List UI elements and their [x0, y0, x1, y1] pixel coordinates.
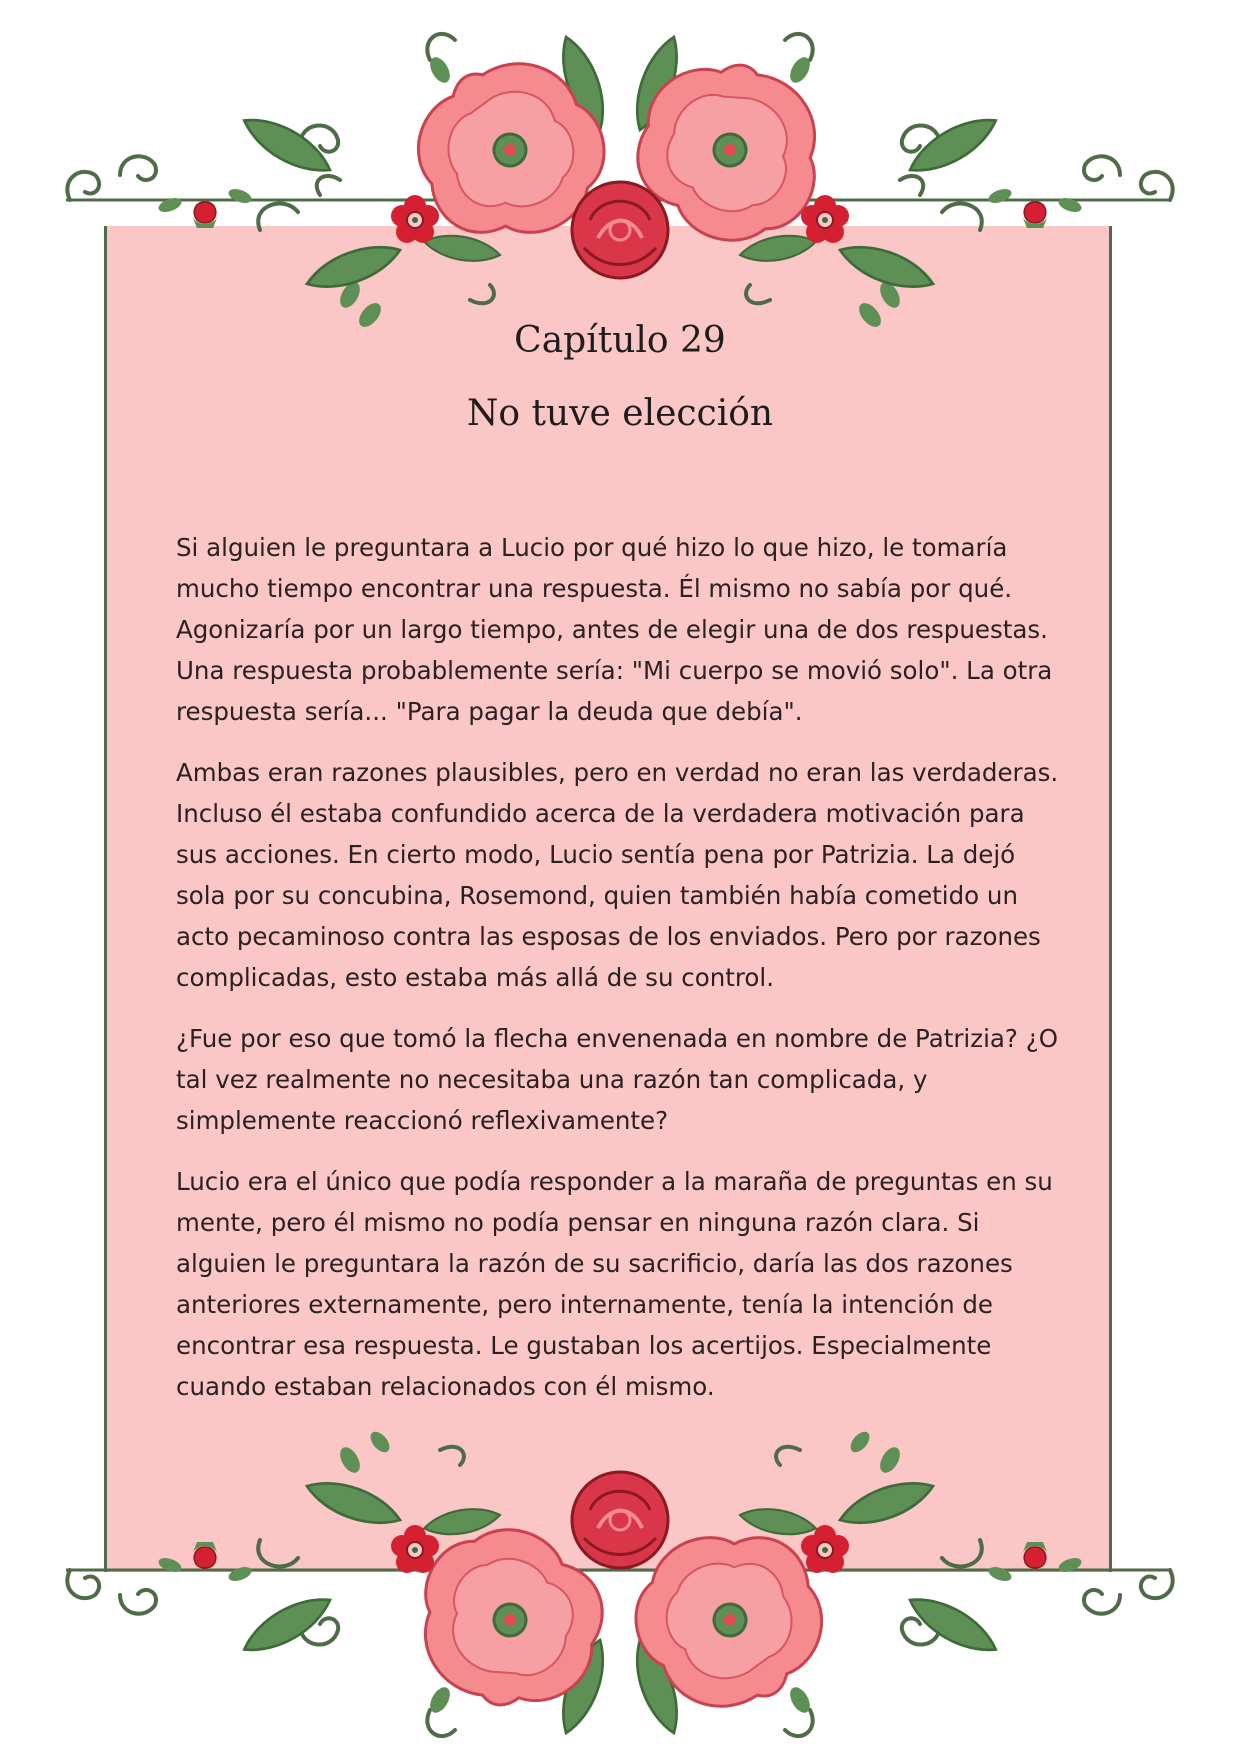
- floral-ornament-bottom-icon: [0, 1420, 1240, 1754]
- chapter-text: [176, 527, 1066, 1427]
- paragraph: ¿Fue por eso que tomó la flecha envenenada en nombre de Patrizia? ¿O tal vez realmente no necesitaba una razón tan complicada, y simplemente reaccionó reflexivamente?: [176, 1024, 1058, 1135]
- chapter-number: Capítulo 29: [514, 320, 726, 361]
- floral-ornament-top-icon: [0, 0, 1240, 340]
- paragraph: Lucio era el único que podía responder a la maraña de preguntas en su mente, pero él mismo no podía pensar en ninguna razón clara. Si alguien le preguntara la razón de su sacrificio, daría las dos razones anteriores externamente, pero internamente, tenía la intención de encontrar esa respuesta. Le gustaban los acertijos. Especialmente cuando estaban relacionados con él mismo.: [176, 1167, 1053, 1401]
- paragraph: Si alguien le preguntara a Lucio por qué hizo lo que hizo, le tomaría mucho tiempo encontrar una respuesta. Él mismo no sabía por qué. Agonizaría por un largo tiempo, antes de elegir una de dos respuestas. Una respuesta probablemente sería: "Mi cuerpo se movió solo". La otra respuesta sería... "Para pagar la deuda que debía".: [176, 533, 1053, 726]
- chapter-title: No tuve elección: [466, 393, 774, 434]
- paragraph: Ambas eran razones plausibles, pero en verdad no eran las verdaderas. Incluso él estaba confundido acerca de la verdadera motivación para sus acciones. En cierto modo, Lucio sentía pena por Patrizia. La dejó sola por su concubina, Rosemond, quien también había cometido un acto pecaminoso contra las esposas de los enviados. Pero por razones complicadas, esto estaba más allá de su control.: [176, 758, 1059, 992]
